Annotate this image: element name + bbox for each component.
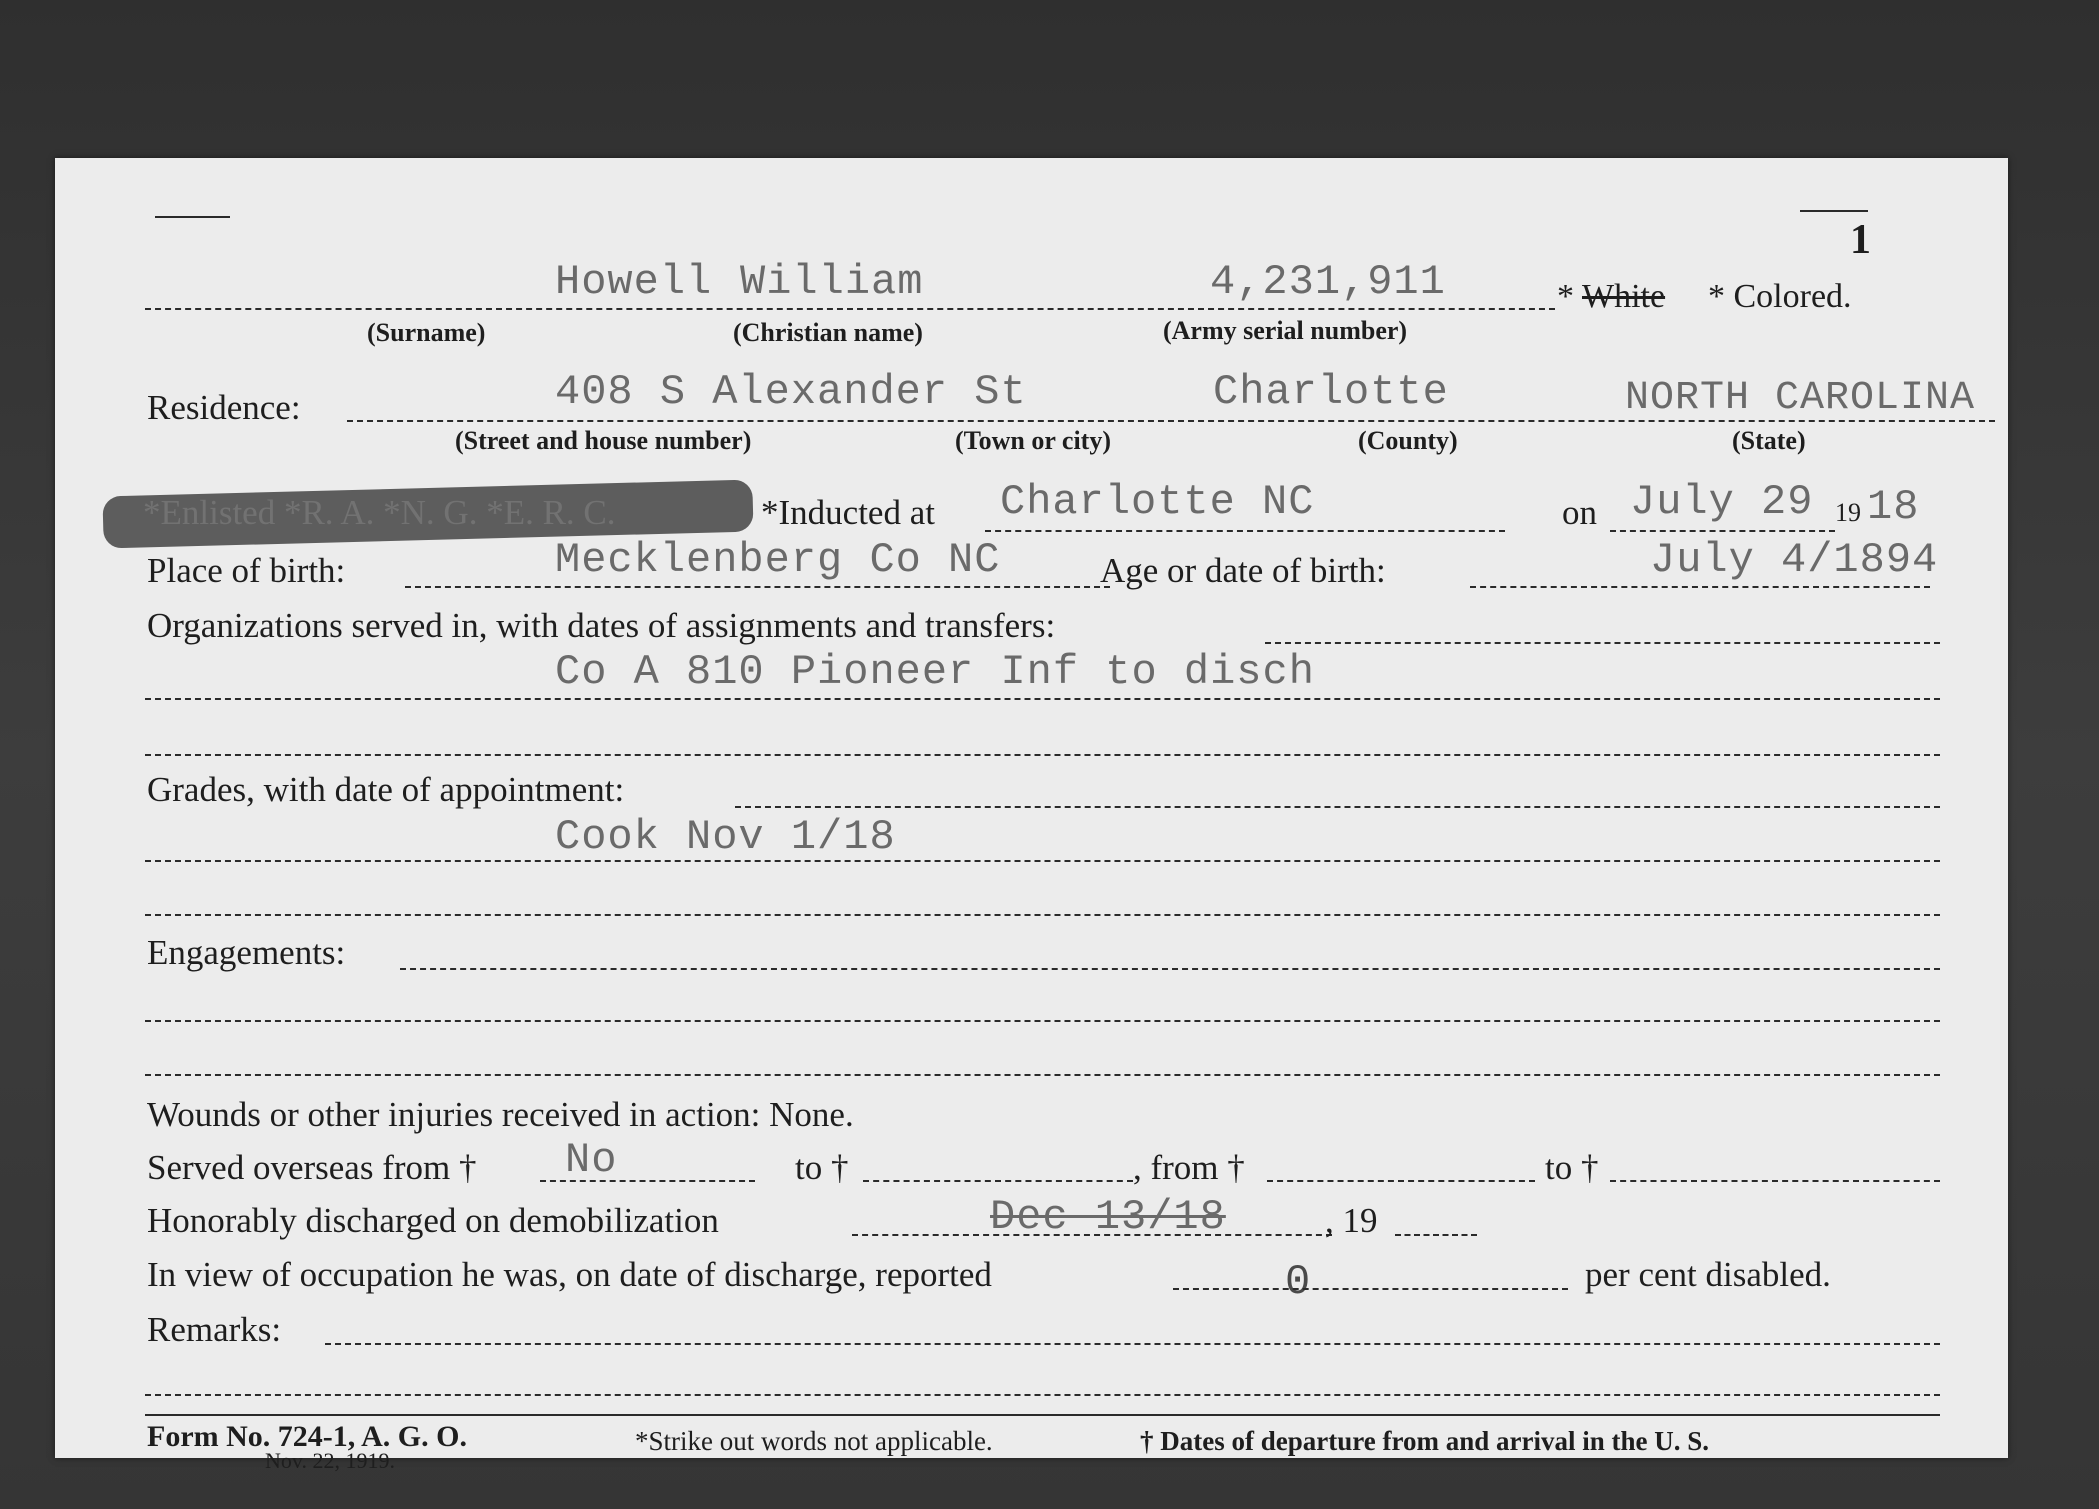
race-option-colored: * Colored.	[1708, 278, 1852, 315]
engagements-line-2	[145, 1020, 1940, 1022]
grades-value: Cook Nov 1/18	[555, 813, 896, 861]
grades-line-2	[145, 860, 1940, 862]
residence-line	[347, 420, 1995, 422]
date-of-birth-value: July 4/1894	[1650, 536, 1939, 584]
town-caption: (Town or city)	[955, 426, 1111, 455]
county-caption: (County)	[1358, 426, 1458, 455]
discharge-label: Honorably discharged on demobilization	[147, 1201, 719, 1240]
remarks-line-2	[145, 1394, 1940, 1396]
inducted-at-label: *Inducted at	[761, 493, 935, 532]
name-line	[145, 308, 1555, 310]
state-value: NORTH CAROLINA	[1625, 376, 1976, 421]
place-of-birth-line	[405, 586, 1110, 588]
overseas-from-line-2	[1267, 1180, 1535, 1182]
serial-number-value: 4,231,911	[1210, 258, 1446, 306]
form-number: Form No. 724-1, A. G. O.	[147, 1420, 467, 1453]
wounds-label: Wounds or other injuries received in action: None.	[147, 1095, 854, 1134]
overseas-from-value: No	[565, 1136, 618, 1184]
place-of-birth-label: Place of birth:	[147, 551, 346, 590]
organizations-line-1	[1265, 642, 1940, 644]
town-value: Charlotte	[1213, 368, 1449, 416]
state-caption: (State)	[1732, 426, 1806, 455]
card-number: 1	[1850, 217, 1871, 263]
remarks-line-1	[325, 1343, 1940, 1345]
overseas-to-label: to †	[795, 1148, 849, 1187]
date-of-birth-line	[1470, 586, 1930, 588]
top-left-rule	[155, 216, 230, 218]
discharge-line	[852, 1234, 1332, 1236]
engagements-line-3	[145, 1074, 1940, 1076]
inducted-line-2	[985, 530, 1505, 532]
remarks-label: Remarks:	[147, 1310, 282, 1349]
organizations-line-2	[145, 698, 1940, 700]
disability-value: 0	[1285, 1258, 1312, 1306]
race-asterisk-white: *	[1557, 278, 1574, 315]
christian-name-caption: (Christian name)	[733, 318, 923, 347]
strike-out-note: *Strike out words not applicable.	[635, 1426, 993, 1456]
disability-line	[1173, 1288, 1568, 1290]
overseas-to-label-2: to †	[1545, 1148, 1599, 1187]
inducted-at-value: Charlotte NC	[1000, 478, 1315, 526]
induction-date-value: July 29	[1630, 478, 1814, 526]
street-caption: (Street and house number)	[455, 426, 752, 455]
discharge-year-line	[1395, 1234, 1477, 1236]
grades-line-3	[145, 914, 1940, 916]
age-or-dob-label: Age or date of birth:	[1100, 551, 1386, 590]
place-of-birth-value: Mecklenberg Co NC	[555, 536, 1001, 584]
serial-caption: (Army serial number)	[1163, 316, 1408, 345]
disability-label: In view of occupation he was, on date of discharge, reported	[147, 1255, 992, 1294]
discharge-year-prefix: , 19	[1325, 1201, 1378, 1240]
surname-value: Howell	[555, 258, 713, 306]
organizations-line-3	[145, 754, 1940, 756]
disability-suffix: per cent disabled.	[1585, 1255, 1831, 1294]
footer-rule	[145, 1414, 1940, 1416]
engagements-line-1	[400, 968, 1940, 970]
race-option-white: White	[1582, 278, 1666, 315]
served-overseas-label: Served overseas from †	[147, 1148, 477, 1187]
service-record-card	[55, 158, 2008, 1473]
induction-year-value: 18	[1867, 483, 1920, 531]
organizations-value: Co A 810 Pioneer Inf to disch	[555, 648, 1315, 696]
year-prefix: 19	[1835, 498, 1861, 527]
surname-caption: (Surname)	[367, 318, 486, 347]
overseas-from-line	[540, 1180, 755, 1182]
organizations-label: Organizations served in, with dates of assignments and transfers:	[147, 606, 1056, 645]
on-label: on	[1562, 493, 1597, 532]
christian-name-value: William	[740, 258, 924, 306]
induction-date-line	[1610, 530, 1835, 532]
street-value: 408 S Alexander St	[555, 368, 1027, 416]
residence-label: Residence:	[147, 388, 301, 427]
overseas-to-line	[863, 1180, 1133, 1182]
dates-note: † Dates of departure from and arrival in the U. S.	[1140, 1426, 1709, 1456]
discharge-date-value: Dec 13/18	[990, 1193, 1226, 1241]
overseas-from-label: , from †	[1133, 1148, 1245, 1187]
form-date: Nov. 22, 1919.	[265, 1448, 395, 1473]
engagements-label: Engagements:	[147, 933, 346, 972]
grades-label: Grades, with date of appointment:	[147, 770, 625, 809]
overseas-to-line-2	[1610, 1180, 1940, 1182]
enlisted-options: *Enlisted *R. A. *N. G. *E. R. C.	[143, 493, 616, 532]
grades-line-1	[735, 806, 1940, 808]
top-right-rule	[1800, 210, 1868, 212]
